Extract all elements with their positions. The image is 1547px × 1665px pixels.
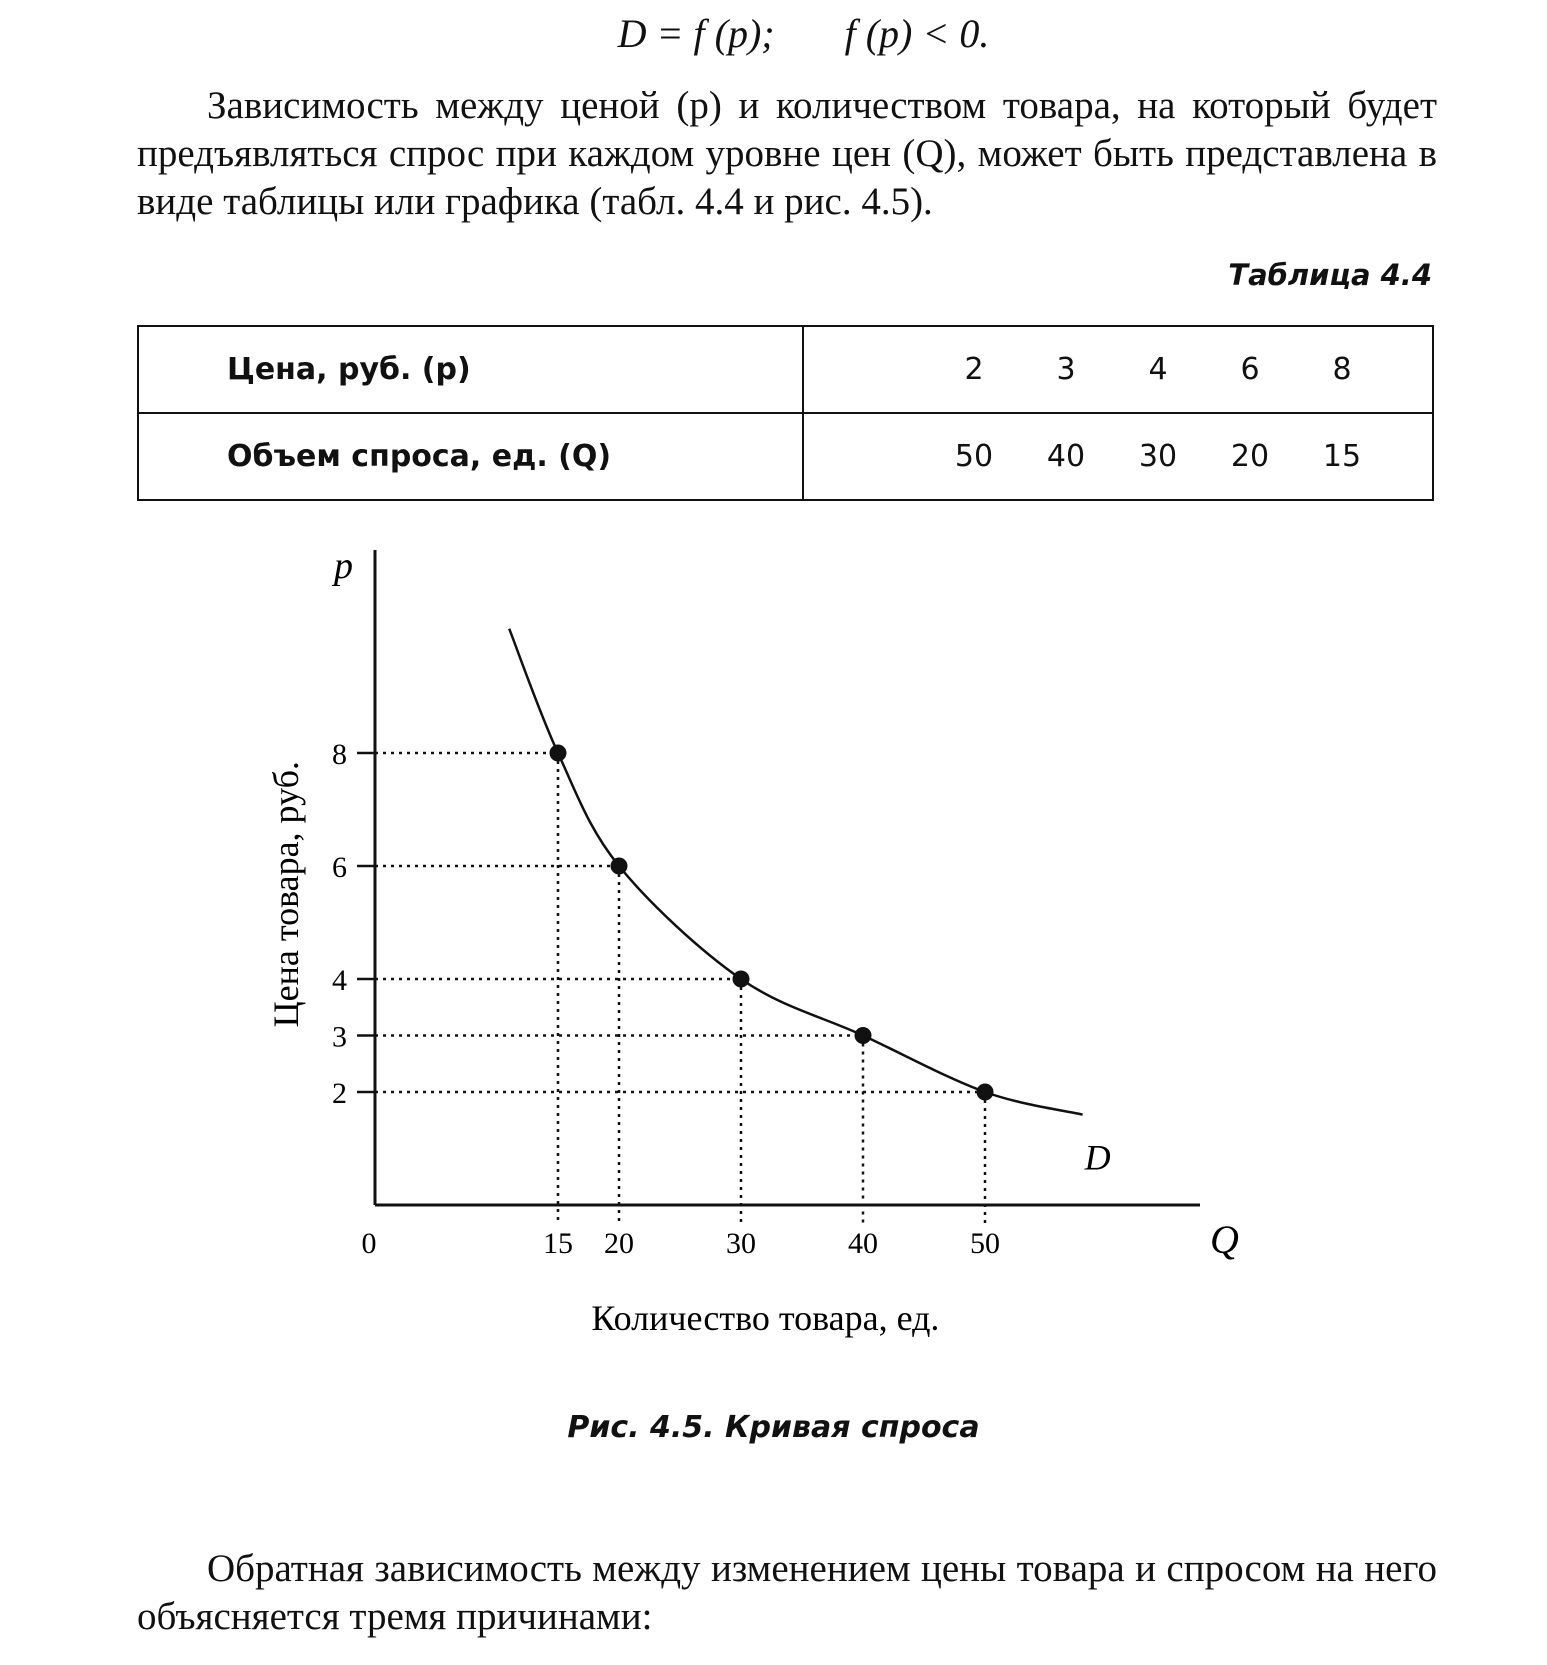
table-row-quantity [138, 413, 1433, 500]
table-caption: Таблица 4.4 [1228, 258, 1432, 292]
x-axis-label: Количество товара, ед. [591, 1298, 940, 1338]
x-tick-label: 15 [543, 1227, 573, 1260]
figure-caption: Рис. 4.5. Кривая спроса [567, 1410, 980, 1445]
formula-left: D = f (p); [617, 11, 775, 56]
demand-curve-chart [260, 540, 1300, 1400]
y-axis-label: Цена товара, руб. [266, 761, 306, 1028]
y-tick-label: 6 [332, 851, 347, 884]
formula-right: f (p) < 0. [844, 11, 990, 56]
x-tick-label: 50 [970, 1227, 1000, 1260]
cell-price-1: 2 [964, 352, 984, 387]
data-point [733, 971, 750, 988]
row-label-quantity: Объем спроса, ед. (Q) [138, 413, 803, 500]
curve-label: D [1084, 1137, 1111, 1178]
demand-table [137, 325, 1434, 501]
cell-price-2: 3 [1056, 352, 1076, 387]
y-axis-symbol: p [334, 545, 353, 587]
cell-qty-2: 40 [1046, 439, 1086, 474]
y-tick-label: 4 [332, 964, 347, 997]
y-tick-label: 3 [332, 1020, 347, 1054]
cell-qty-5: 15 [1322, 439, 1362, 474]
cell-qty-3: 30 [1138, 439, 1178, 474]
cell-qty-4: 20 [1230, 439, 1270, 474]
y-tick-label: 2 [332, 1077, 347, 1110]
demand-curve [509, 629, 1082, 1115]
demand-formula [0, 10, 1547, 57]
cell-qty-1: 50 [954, 439, 994, 474]
cell-price-3: 4 [1148, 352, 1168, 387]
x-axis-symbol: Q [1210, 1217, 1239, 1262]
data-point [611, 858, 628, 875]
data-point [855, 1027, 872, 1044]
paragraph-bottom: Обратная зависимость между изменением цены товара и спросом на него объясняется тремя причинами: [137, 1547, 1437, 1638]
row-label-price: Цена, руб. (p) [138, 326, 803, 413]
table-row-price [138, 326, 1433, 413]
x-tick-label: 20 [604, 1227, 634, 1260]
paragraph-top: Зависимость между ценой (p) и количеством товара, на который будет предъявляться спрос при каждом уровне цен (Q), может быть представлена в виде таблицы или графика (табл. 4.4 и рис. 4.5). [137, 84, 1437, 223]
y-tick-label: 8 [332, 738, 347, 771]
cell-price-5: 8 [1332, 352, 1352, 387]
x-tick-label: 30 [726, 1227, 756, 1260]
cell-price-4: 6 [1240, 352, 1260, 387]
data-point [550, 745, 567, 762]
data-point [977, 1084, 994, 1101]
x-tick-label: 40 [848, 1227, 878, 1260]
origin-label: 0 [361, 1227, 377, 1260]
